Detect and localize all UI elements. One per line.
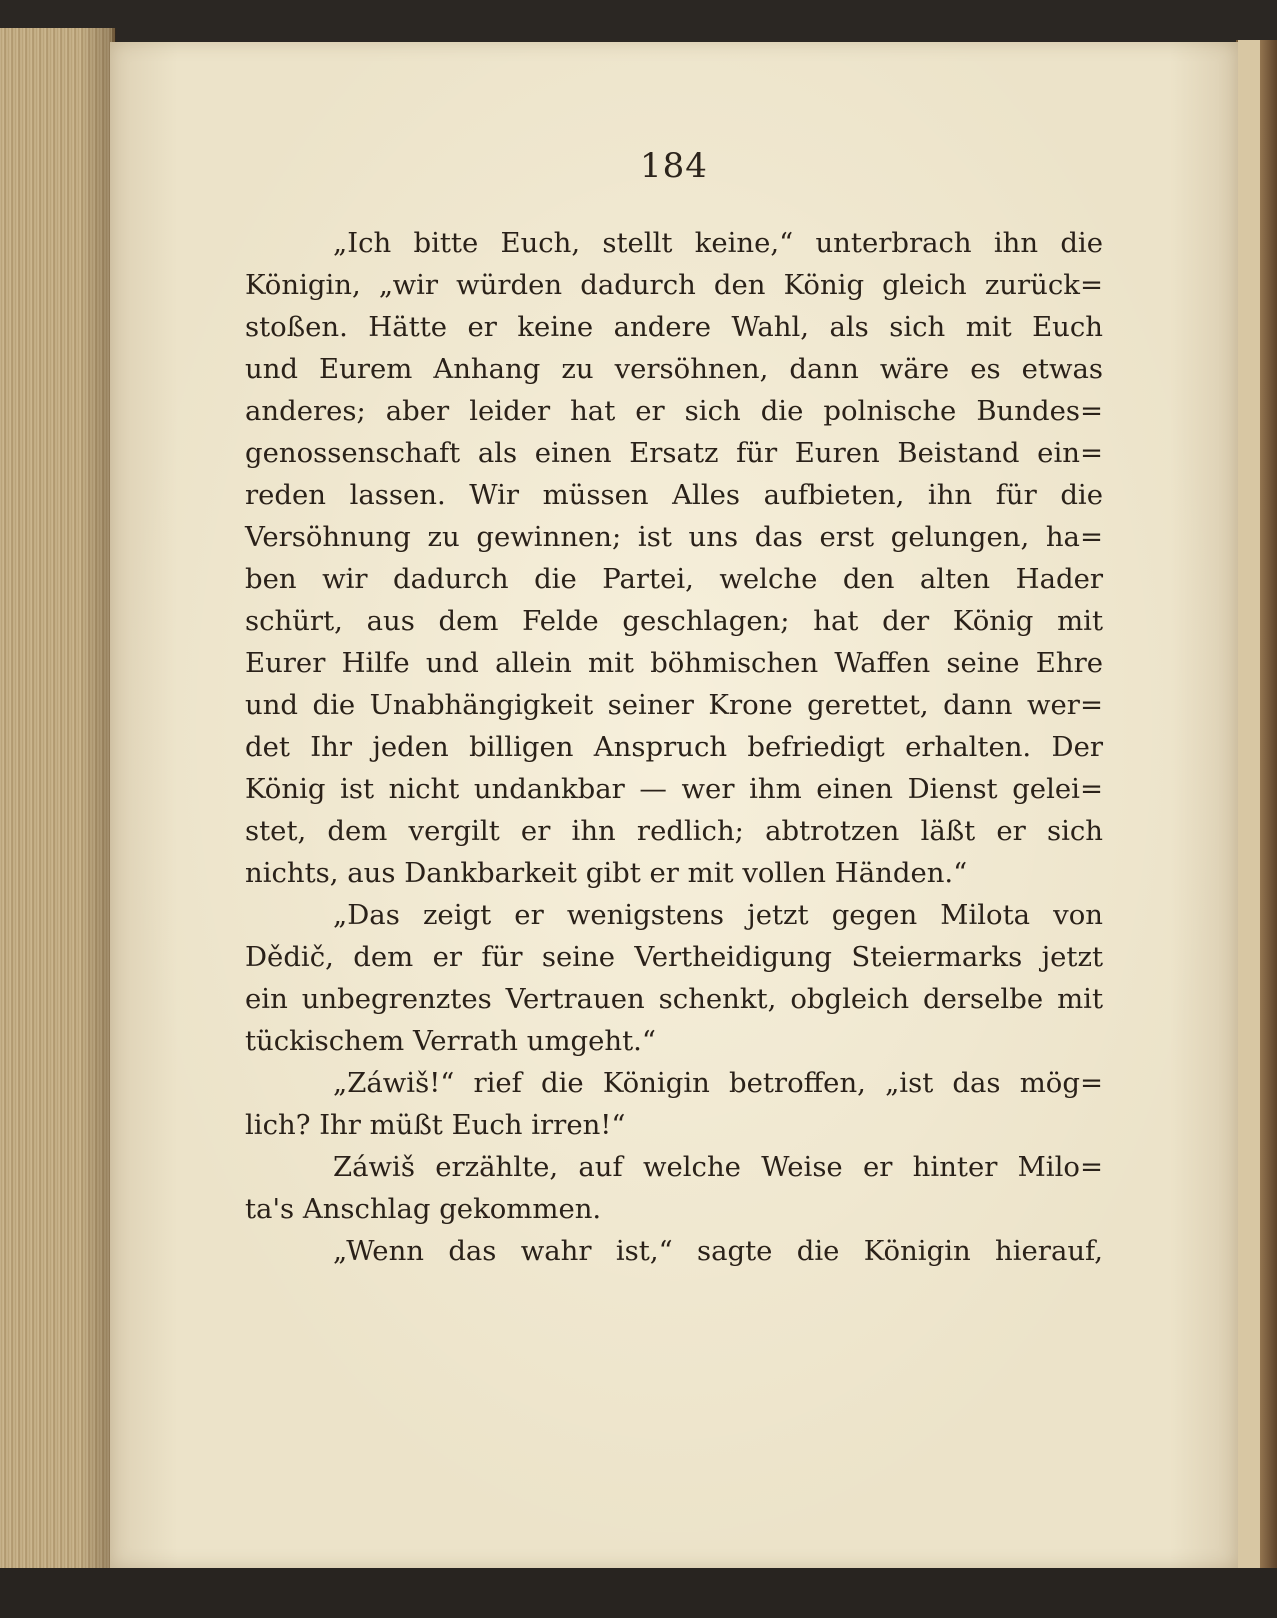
- text-line: ben wir dadurch die Partei, welche den alten Hader: [245, 563, 1103, 595]
- page-number: 184: [640, 146, 708, 186]
- text-line: nichts, aus Dankbarkeit gibt er mit vollen Händen.“: [245, 857, 968, 889]
- text-line: und Eurem Anhang zu versöhnen, dann wäre es etwas: [245, 353, 1103, 385]
- facing-leaf-edge: [1236, 40, 1260, 1580]
- text-line: „Wenn das wahr ist,“ sagte die Königin hierauf,: [333, 1235, 1103, 1267]
- text-line: Záwiš erzählte, auf welche Weise er hinter Milo=: [333, 1151, 1103, 1183]
- text-line: Dědič, dem er für seine Vertheidigung Steiermarks jetzt: [245, 941, 1103, 973]
- text-line: „Ich bitte Euch, stellt keine,“ unterbrach ihn die: [333, 227, 1103, 259]
- text-line: anderes; aber leider hat er sich die polnische Bundes=: [245, 395, 1103, 427]
- text-line: ta's Anschlag gekommen.: [245, 1193, 602, 1225]
- text-line: „Záwiš!“ rief die Königin betroffen, „ist das mög=: [333, 1067, 1103, 1099]
- text-line: tückischem Verrath umgeht.“: [245, 1025, 656, 1057]
- text-line: det Ihr jeden billigen Anspruch befriedigt erhalten. Der: [245, 731, 1103, 763]
- text-line: Versöhnung zu gewinnen; ist uns das erst gelungen, ha=: [245, 521, 1103, 553]
- text-line: stoßen. Hätte er keine andere Wahl, als sich mit Euch: [245, 311, 1103, 343]
- body-text: [245, 222, 1103, 1272]
- text-line: lich? Ihr müßt Euch irren!“: [245, 1109, 626, 1141]
- text-line: stet, dem vergilt er ihn redlich; abtrotzen läßt er sich: [245, 815, 1103, 847]
- text-line: Eurer Hilfe und allein mit böhmischen Waffen seine Ehre: [245, 647, 1103, 679]
- book-page: [110, 42, 1238, 1568]
- text-line: ein unbegrenztes Vertrauen schenkt, obgleich derselbe mit: [245, 983, 1103, 1015]
- text-line: genossenschaft als einen Ersatz für Euren Beistand ein=: [245, 437, 1103, 469]
- scan-background: [0, 1568, 1277, 1618]
- text-line: schürt, aus dem Felde geschlagen; hat der König mit: [245, 605, 1103, 637]
- text-line: reden lassen. Wir müssen Alles aufbieten, ihn für die: [245, 479, 1103, 511]
- text-line: und die Unabhängigkeit seiner Krone gerettet, dann wer=: [245, 689, 1103, 721]
- text-line: König ist nicht undankbar — wer ihm einen Dienst gelei=: [245, 773, 1103, 805]
- text-line: Königin, „wir würden dadurch den König gleich zurück=: [245, 269, 1103, 301]
- text-line: „Das zeigt er wenigstens jetzt gegen Milota von: [333, 899, 1103, 931]
